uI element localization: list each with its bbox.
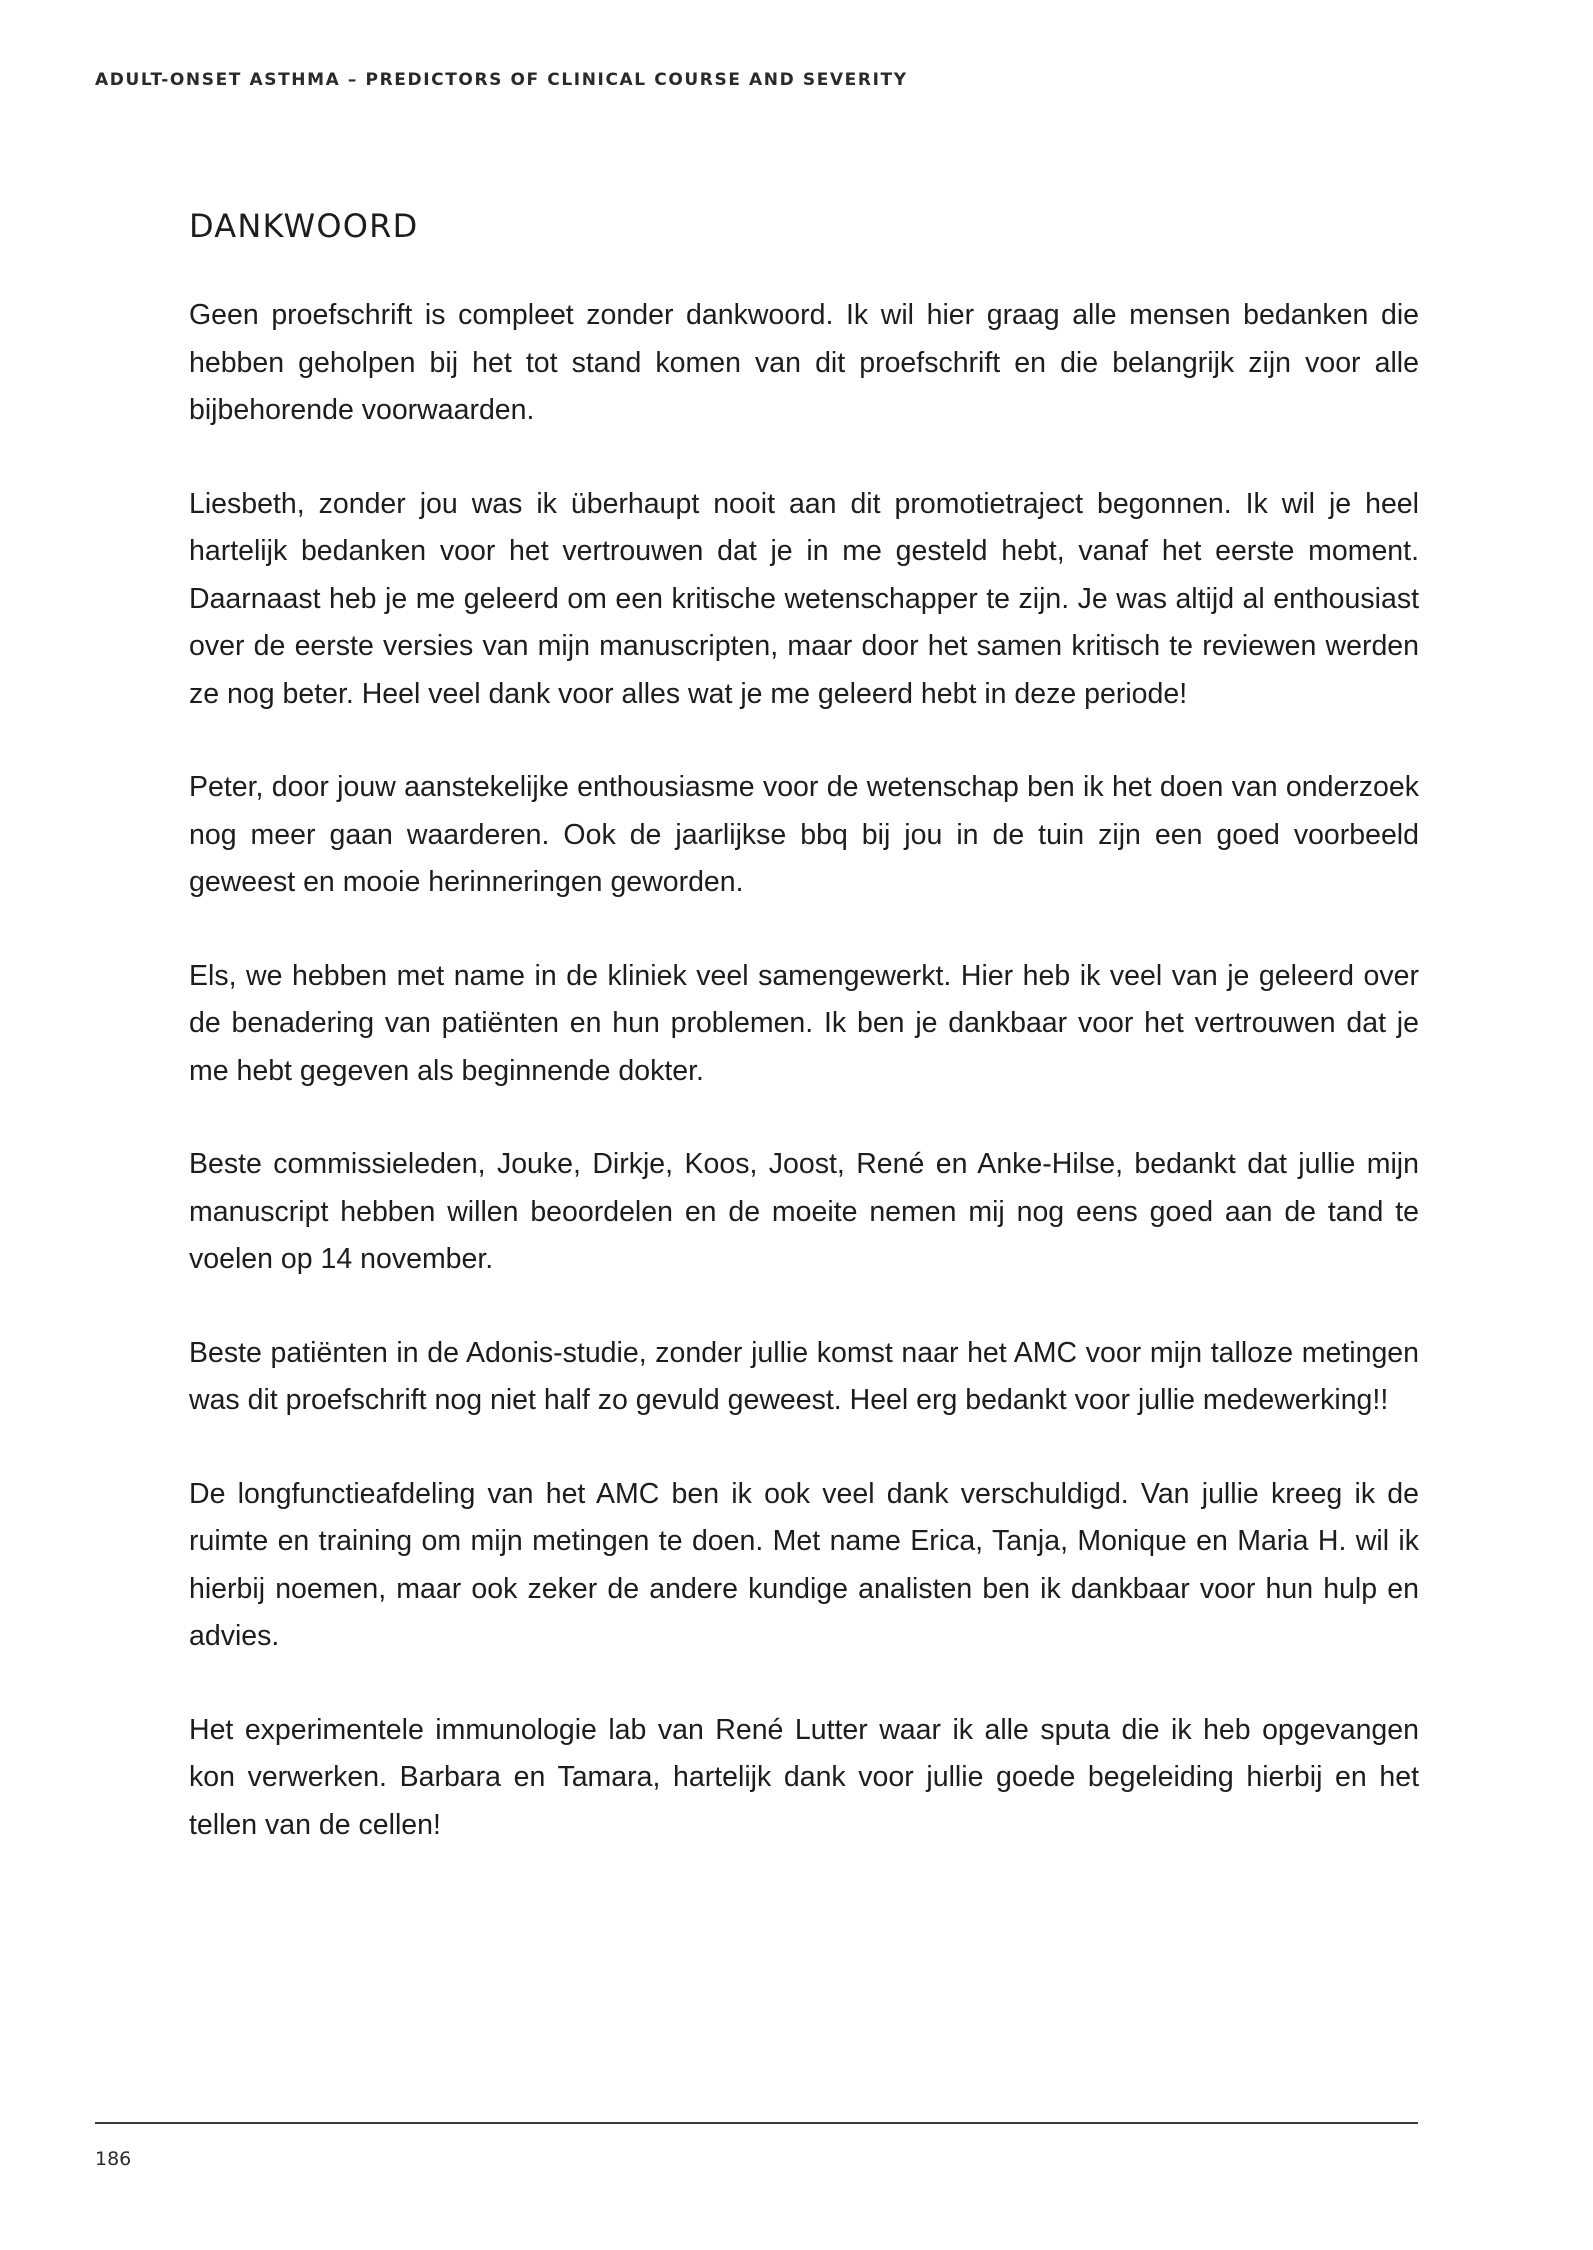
paragraph-intro: Geen proefschrift is compleet zonder dankwoord. Ik wil hier graag alle mensen bedanken die hebben geholpen bij het tot stand komen van dit proefschrift en die belangrijk zijn voor alle bijbehorende voorwaarden. bbox=[189, 299, 1419, 426]
main-content bbox=[189, 200, 1419, 1849]
footer-divider bbox=[95, 2122, 1418, 2124]
paragraph-peter: Peter, door jouw aanstekelijke enthousiasme voor de wetenschap ben ik het doen van onderzoek nog meer gaan waarderen. Ook de jaarlijkse bbq bij jou in de tuin zijn een goed voorbeeld geweest en mooie herinneringen geworden. bbox=[189, 771, 1419, 898]
page-number: 186 bbox=[95, 2148, 132, 2170]
running-header: ADULT-ONSET ASTHMA – PREDICTORS OF CLINICAL COURSE AND SEVERITY bbox=[95, 70, 908, 90]
chapter-title: DANKWOORD bbox=[189, 207, 419, 245]
paragraph-immunologie-lab: Het experimentele immunologie lab van René Lutter waar ik alle sputa die ik heb opgevangen kon verwerken. Barbara en Tamara, hartelijk dank voor jullie goede begeleiding hierbij en het tellen van de cellen! bbox=[189, 1713, 1419, 1841]
paragraph-liesbeth: Liesbeth, zonder jou was ik überhaupt nooit aan dit promotietraject begonnen. Ik wil je heel hartelijk bedanken voor het vertrouwen dat je in me gesteld hebt, vanaf het eerste moment. Daarnaast heb je me geleerd om een kritische wetenschapper te zijn. Je was altijd al enthousiast over de eerste versies van mijn manuscripten, maar door het samen kritisch te reviewen werden ze nog beter. Heel veel dank voor alles wat je me geleerd hebt in deze periode! bbox=[189, 487, 1419, 710]
paragraph-longfunctie: De longfunctieafdeling van het AMC ben ik ook veel dank verschuldigd. Van jullie kreeg ik de ruimte en training om mijn metingen te doen. Met name Erica, Tanja, Monique en Maria H. wil ik hierbij noemen, maar ook zeker de andere kundige analisten ben ik dankbaar voor hun hulp en advies. bbox=[189, 1477, 1419, 1652]
paragraph-els: Els, we hebben met name in de kliniek veel samengewerkt. Hier heb ik veel van je geleerd over de benadering van patiënten en hun problemen. Ik ben je dankbaar voor het vertrouwen dat je me hebt gegeven als beginnende dokter. bbox=[189, 959, 1419, 1087]
paragraph-commissie: Beste commissieleden, Jouke, Dirkje, Koos, Joost, René en Anke-Hilse, bedankt dat jullie mijn manuscript hebben willen beoordelen en de moeite nemen mij nog eens goed aan de tand te voelen op 14 november. bbox=[189, 1148, 1419, 1275]
paragraph-patienten: Beste patiënten in de Adonis-studie, zonder jullie komst naar het AMC voor mijn talloze metingen was dit proefschrift nog niet half zo gevuld geweest. Heel erg bedankt voor jullie medewerking!! bbox=[189, 1336, 1419, 1416]
